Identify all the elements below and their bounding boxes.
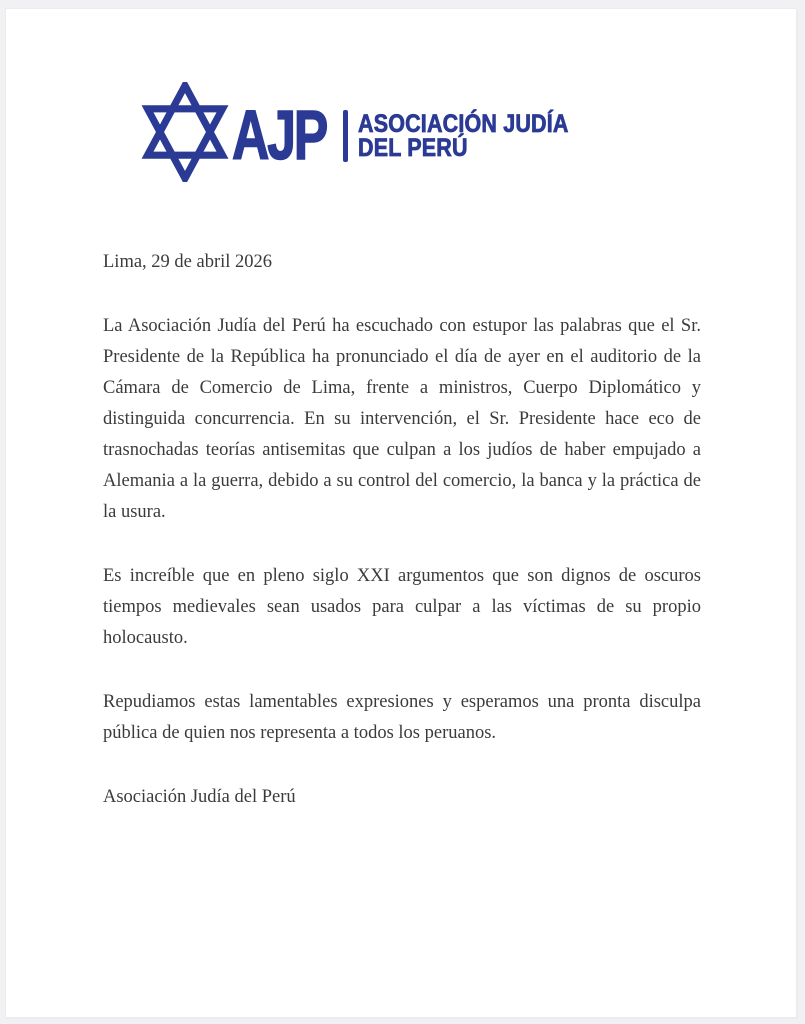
date-line: Lima, 29 de abril 2026 [103, 252, 273, 272]
signature-line: Asociación Judía del Perú [103, 787, 296, 807]
logo-divider [343, 110, 348, 162]
paragraph-1: La Asociación Judía del Perú ha escuchado con estupor las palabras que el Sr. Presidente de la República ha pronunciado el día de ayer en el auditorio de la Cámara de Comercio de Lima, frente a ministros, Cuerpo Diplomático y distinguida concurrencia. En su intervención, el Sr. Presidente hace eco de trasnochadas teorías antisemitas que culpan a los judíos de haber empujado a Alemania a la guerra, debido a su control del comercio, la banca y la práctica de la usura. [103, 316, 701, 522]
paragraph-2: Es increíble que en pleno siglo XXI argumentos que son dignos de oscuros tiempos medievales sean usados para culpar a las víctimas de su propio holocausto. [103, 566, 701, 648]
logo-acronym: AJP [232, 96, 327, 174]
letter-body [103, 247, 701, 846]
logo-org-line2: DEL PERÚ [358, 134, 468, 162]
paragraph-3: Repudiamos estas lamentables expresiones y esperamos una pronta disculpa pública de quien nos representa a todos los peruanos. [103, 692, 701, 743]
logo-org-name [358, 112, 569, 160]
logo-org-line1: ASOCIACIÓN JUDÍA [358, 110, 569, 138]
star-of-david-icon [140, 82, 230, 182]
letter-page [5, 8, 797, 1018]
ajp-logo [6, 9, 796, 209]
